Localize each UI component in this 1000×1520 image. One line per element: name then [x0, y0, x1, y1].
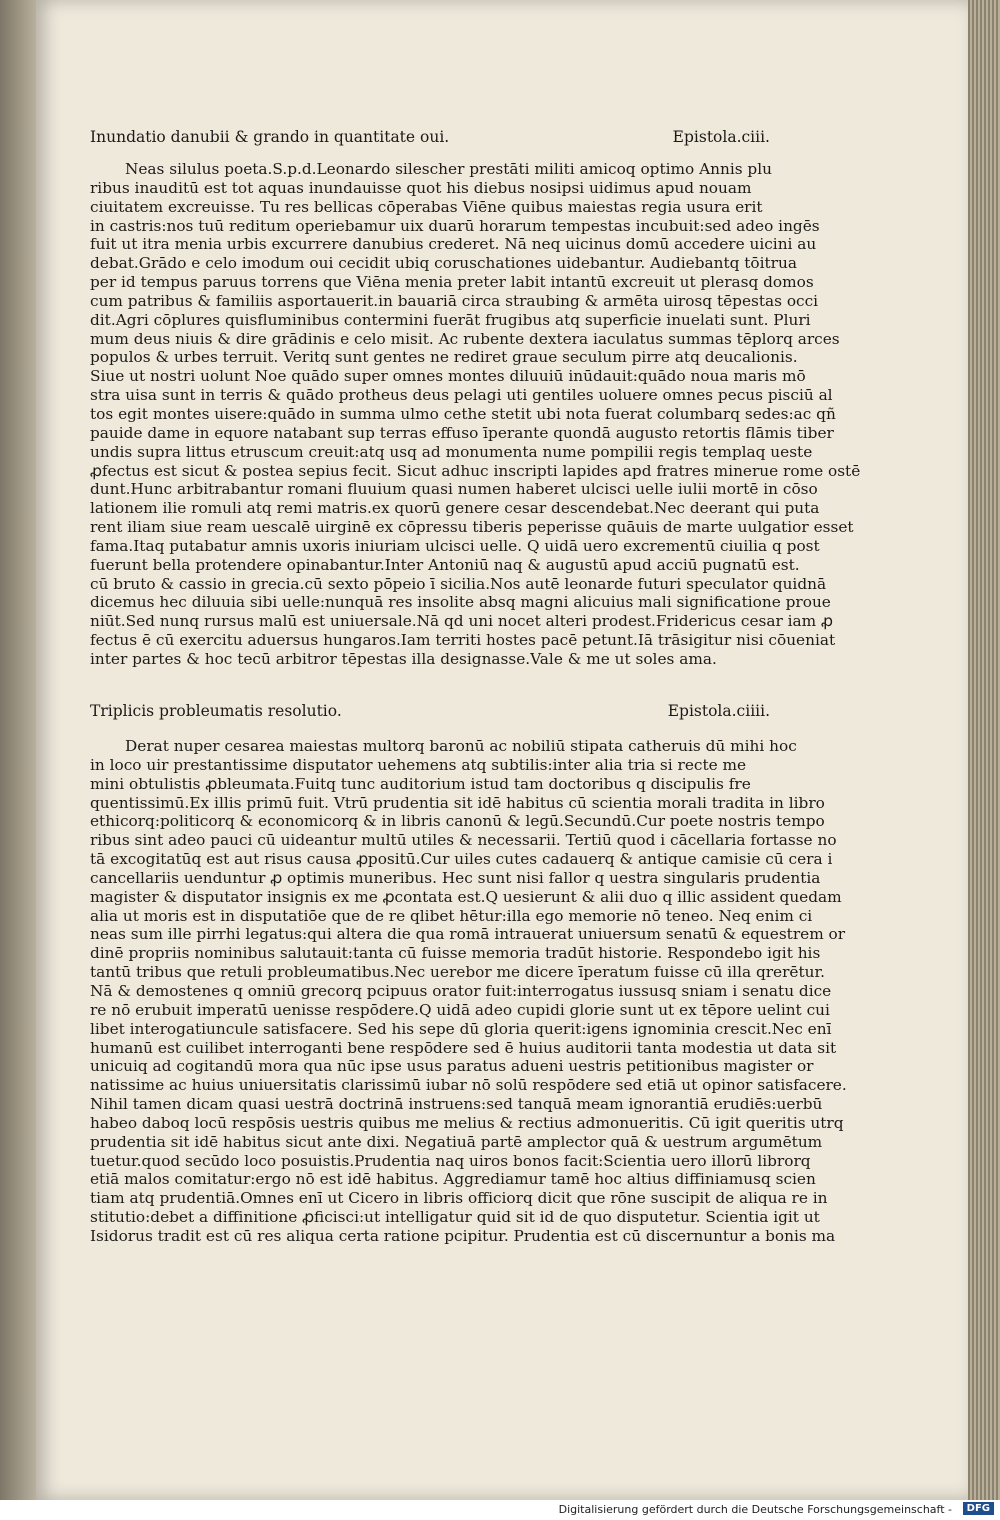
text-line: per id tempus paruus torrens que Viēna menia preter labit intantū excreuit ut plerasq domos: [90, 273, 814, 292]
text-line: ribus inauditū est tot aquas inundauisse quot his diebus nosipsi uidimus apud nouam: [90, 178, 752, 197]
text-line: tuetur.quod secūdo loco posuistis.Prudentia naq uiros bonos facit:Scientia uero illorū librorq: [90, 1151, 811, 1170]
text-line: tiam atq prudentiā.Omnes enī ut Cicero in libris officiorq dicit que rōne suscipit de aliqua re in: [90, 1189, 828, 1208]
text-line: unicuiq ad cogitandū mora qua nūc ipse usus paratus adueni uestris petitionibus magister or: [90, 1057, 814, 1076]
text-line: prudentia sit idē habitus sicut ante dixi. Negatiuā partē amplector quā & uestrum argumētum: [90, 1132, 823, 1151]
text-line: stitutio:debet a diffinitione ꝓficisci:ut intelligatur quid sit id de quo disputetur. Scientia igit ut: [90, 1208, 820, 1227]
text-line: cum patribus & familiis asportauerit.in bauariā circa straubing & armēta uirosq tēpestas occi: [90, 291, 819, 310]
text-line: alia ut moris est in disputatiōe que de re qlibet hētur:illa ego memorie nō teneo. Neq enim ci: [90, 906, 813, 925]
text-line: tantū tribus que retuli probleumatibus.Nec uerebor me dicere īperatum fuisse cū illa qrerētur.: [90, 963, 825, 982]
text-line: re nō erubuit imperatū uenisse respōdere.Q uidā adeo cupidi glorie sunt ut ex tēpore uelint cui: [90, 1000, 830, 1019]
text-line: dunt.Hunc arbitrabantur romani fluuium quasi numen haberet ulcisci uelle iulii mortē in cōso: [90, 480, 818, 499]
text-line: in castris:nos tuū reditum operiebamur uix duarū horarum tempestas incubuit:sed adeo ingēs: [90, 216, 820, 235]
text-line: fuit ut itra menia urbis excurrere danubius crederet. Nā neq uicinus domū accedere uicini au: [90, 235, 817, 254]
dfg-logo: DFG: [963, 1502, 994, 1515]
digitization-credit: Digitalisierung gefördert durch die Deutsche Forschungsgemeinschaft -: [558, 1503, 952, 1516]
text-line: in loco uir prestantissime disputator uehemens atq subtilis:inter alia tria si recte me: [90, 755, 747, 774]
page-stack-edge: [968, 0, 1000, 1500]
text-line: undis supra littus etruscum creuit:atq usq ad monumenta nume pompilii regis templaq ueste: [90, 442, 813, 461]
text-line: quentissimū.Ex illis primū fuit. Vtrū prudentia sit idē habitus cū scientia morali tradita in libro: [90, 793, 825, 812]
letter1-title: Inundatio danubii & grando in quantitate oui.: [90, 128, 450, 146]
text-line: Derat nuper cesarea maiestas multorq baronū ac nobiliū stipata catheruis dū mihi hoc: [125, 737, 797, 755]
text-line: natissime ac huius uniuersitatis clarissimū iubar nō solū respōdere sed etiā ut opinor satisfacere.: [90, 1076, 847, 1095]
text-line: cū bruto & cassio in grecia.cū sexto pōpeio ī sicilia.Nos autē leonarde futuri speculator quidnā: [90, 574, 827, 593]
text-line: tā excogitatūq est aut risus causa ꝓpositū.Cur uiles cutes cadauerq & antique camisie cū cera i: [90, 850, 833, 869]
text-line: ꝓfectus est sicut & postea sepius fecit. Sicut adhuc inscripti lapides apd fratres minerue rome ostē: [90, 461, 861, 480]
text-line: habeo daboq locū respōsis uestris quibus me melius & rectius admonueritis. Cū igit queritis utrq: [90, 1113, 844, 1132]
text-line: neas sum ille pirrhi legatus:qui altera die qua romā intrauerat uniuersum senatū & equestrem or: [90, 925, 846, 944]
text-line: pauide dame in equore natabant sup terras effuso īperante quondā augusto retortis flāmis tiber: [90, 423, 834, 442]
text-line: libet interogatiuncule satisfacere. Sed his sepe dū gloria querit:igens ignominia crescit.Nec enī: [90, 1019, 832, 1038]
text-line: ribus sint adeo pauci cū uideantur multū utiles & necessarii. Tertiū quod i cācellaria fortasse no: [90, 831, 837, 850]
letter2-body: [90, 737, 847, 1246]
text-line: Nihil tamen dicam quasi uestrā doctrinā instruens:sed tanquā meam ignorantiā erudiēs:uerbū: [90, 1095, 823, 1114]
text-line: Neas silulus poeta.S.p.d.Leonardo silescher prestāti militi amicoq optimo Annis plu: [125, 160, 772, 178]
text-line: inter partes & hoc tecū arbitror tēpestas illa designasse.Vale & me ut soles ama.: [90, 649, 717, 668]
letter1-number: Epistola.ciii.: [672, 128, 770, 146]
text-line: Isidorus tradit est cū res aliqua certa ratione pcipitur. Prudentia est cū discernuntur a bonis ma: [90, 1226, 836, 1245]
text-line: debat.Grādo e celo imodum oui cecidit ubiq coruschationes uidebantur. Audiebantq tōitrua: [90, 254, 797, 273]
text-line: populos & urbes terruit. Veritq sunt gentes ne rediret graue seculum pirre atq deucalionis.: [90, 348, 798, 367]
text-line: mum deus niuis & dire grādinis e celo misit. Ac rubente dextera iaculatus summas tēplorq arces: [90, 329, 840, 348]
letter2-number: Epistola.ciiii.: [667, 702, 770, 720]
text-line: lationem ilie romuli atq remi matris.ex quorū genere cesar descendebat.Nec deerant qui puta: [90, 499, 820, 518]
text-line: ethicorq:politicorq & economicorq & in libris canonū & legū.Secundū.Cur poete nostris tempo: [90, 812, 825, 831]
text-line: fama.Itaq putabatur amnis uxoris iniuriam ulcisci uelle. Q uidā uero excrementū ciuilia q post: [90, 536, 820, 555]
text-line: tos egit montes uisere:quādo in summa ulmo cethe stetit ubi nota fuerat columbarq sedes:ac qñ: [90, 404, 836, 423]
text-line: magister & disputator insignis ex me ꝓcontata est.Q uesierunt & alii duo q illic assident quedam: [90, 887, 842, 906]
text-line: rent iliam siue ream uescalē uirginē ex cōpressu tiberis peperisse quāuis de marte uulgatior esset: [90, 518, 854, 537]
text-line: cancellariis uenduntur ꝓ optimis muneribus. Hec sunt nisi fallor q uestra singularis prudentia: [90, 868, 821, 887]
text-line: mini obtulistis ꝓbleumata.Fuitq tunc auditorium istud tam doctoribus q discipulis fre: [90, 774, 751, 793]
letter1-body: [90, 160, 861, 669]
text-line: Nā & demostenes q omniū grecorq pcipuus orator fuit:interrogatus iussusq sniam i senatu dice: [90, 981, 832, 1000]
text-line: fectus ē cū exercitu aduersus hungaros.Iam territi hostes pacē petunt.Iā trāsigitur nisi cōueniat: [90, 631, 836, 650]
text-line: dinē propriis nominibus salutauit:tanta cū fuisse memoria tradūt historie. Respondebo igit his: [90, 944, 821, 963]
text-line: niūt.Sed nunq rursus malū est uniuersale.Nā qd uni nocet alteri prodest.Fridericus cesar iam ꝓ: [90, 612, 833, 631]
text-line: etiā malos comitatur:ergo nō est idē habitus. Aggrediamur tamē hoc altius diffiniamusq scien: [90, 1170, 816, 1189]
text-line: dicemus hec diluuia sibi uelle:nunquā res insolite absq magni alicuius mali significatione proue: [90, 593, 831, 612]
letter2-title: Triplicis probleumatis resolutio.: [90, 702, 342, 720]
text-line: humanū est cuilibet interroganti bene respōdere sed ē huius auditorii tanta modestia ut data sit: [90, 1038, 837, 1057]
text-line: dit.Agri cōplures quisfluminibus contermini fuerāt frugibus atq superficie inuelati sunt. Pluri: [90, 310, 811, 329]
text-line: stra uisa sunt in terris & quādo protheus deus pelagi uti gentiles uoluere omnes pecus pisciū al: [90, 386, 833, 405]
text-line: fuerunt bella protendere opinabantur.Inter Antoniū naq & augustū apud acciū pugnatū est.: [90, 555, 800, 574]
text-line: ciuitatem excreuisse. Tu res bellicas cōperabas Viēne quibus maiestas regia usura erit: [90, 197, 763, 216]
text-line: Siue ut nostri uolunt Noe quādo super omnes montes diluuiū inūdauit:quādo noua maris mō: [90, 367, 806, 386]
